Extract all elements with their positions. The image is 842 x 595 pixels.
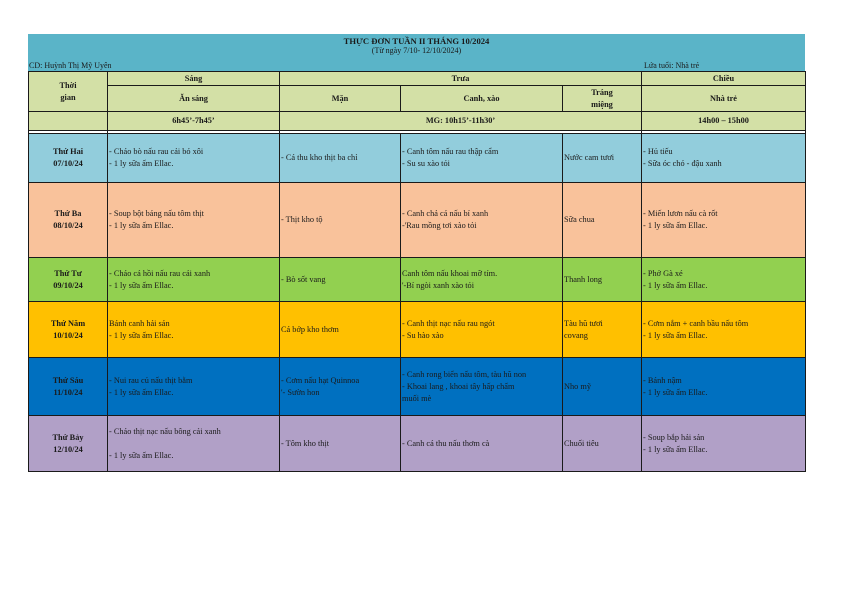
day-name: Thứ Tư [54, 268, 82, 278]
breakfast-item: - 1 ly sữa ấm Ellac. [109, 450, 174, 460]
day-date: 07/10/24 [53, 159, 83, 168]
menu-row [29, 258, 806, 302]
meta-row [28, 60, 805, 71]
day-date: 10/10/24 [53, 330, 83, 340]
breakfast-item: - Cháo cá hồi nấu rau cải xanh [109, 268, 211, 278]
dessert-header-line: miệng [591, 99, 613, 109]
salty-item: - Cơm nấu hạt Quinnoa [281, 375, 360, 385]
header-row-sessions [29, 72, 806, 86]
salty-item: - Cá thu kho thịt ba chỉ [281, 153, 358, 162]
afternoon-item: - Cơm nắm + canh bầu nấu tôm [643, 318, 749, 328]
breakfast-cell [108, 358, 280, 416]
day-date: 09/10/24 [53, 280, 83, 290]
dessert-cell [563, 358, 642, 416]
breakfast-item: - Cháo bò nấu rau cải bó xôi [109, 147, 204, 156]
salty-cell [280, 258, 401, 302]
dessert-item: covang [564, 330, 588, 340]
age-group-label: Lứa tuổi: Nhà trẻ [644, 61, 700, 70]
afternoon-item: - Bánh nậm [643, 375, 682, 385]
day-date: 08/10/24 [53, 221, 83, 230]
breakfast-cell [108, 183, 280, 258]
dessert-cell [563, 416, 642, 472]
dessert-item: Tàu hũ tươi [564, 318, 603, 328]
afternoon-cell [642, 302, 806, 358]
afternoon-item: - 1 ly sữa ấm Ellac. [643, 280, 708, 290]
nursery-header: Nhà trẻ [642, 86, 806, 112]
salty-item: '- Sườn hon [281, 387, 320, 397]
soup-item: - Canh cá thu nấu thơm cà [402, 438, 490, 448]
day-date: 12/10/24 [53, 444, 83, 454]
dessert-item: Sữa chua [564, 215, 595, 224]
time-header [29, 72, 108, 112]
salty-cell [280, 358, 401, 416]
breakfast-item: - 1 ly sữa ấm Ellac. [109, 280, 174, 290]
author-label: CD: Huỳnh Thị Mỹ Uyên [29, 61, 112, 70]
salty-item: Cá bớp kho thơm [281, 324, 339, 334]
afternoon-time: 14h00 – 15h00 [642, 112, 806, 131]
soup-item: Canh tôm nấu khoai mỡ tím. [402, 268, 498, 278]
time-header-blank [29, 112, 108, 131]
menu-row [29, 416, 806, 472]
breakfast-cell [108, 134, 280, 183]
breakfast-time: 6h45’-7h45’ [108, 112, 280, 131]
soup-cell [401, 358, 563, 416]
afternoon-cell [642, 183, 806, 258]
title-band [28, 34, 805, 60]
breakfast-item: - 1 ly sữa ấm Ellac. [109, 387, 174, 397]
day-name: Thứ Hai [52, 147, 84, 156]
breakfast-item: - Nui rau củ nấu thịt bằm [109, 375, 193, 385]
afternoon-item: - Hủ tiếu [643, 147, 673, 156]
afternoon-cell [642, 358, 806, 416]
afternoon-cell [642, 258, 806, 302]
afternoon-item: - 1 ly sữa ấm Ellac. [643, 221, 708, 230]
breakfast-item [109, 438, 278, 450]
dessert-header-line: Tráng [591, 87, 613, 97]
salty-cell [280, 134, 401, 183]
dessert-item: Chuối tiêu [564, 438, 599, 448]
breakfast-cell [108, 302, 280, 358]
time-header-line: Thời [59, 80, 77, 90]
menu-row [29, 134, 806, 183]
soup-item: - Su hào xào [402, 330, 444, 340]
salty-cell [280, 183, 401, 258]
afternoon-cell [642, 134, 806, 183]
soup-item: - Canh chả cá nấu bí xanh [402, 209, 489, 218]
day-cell [29, 258, 108, 302]
day-date: 11/10/24 [53, 387, 83, 397]
afternoon-header: Chiều [642, 72, 806, 86]
breakfast-item: Bánh canh hải sản [109, 318, 170, 328]
header-row-meals [29, 86, 806, 112]
salty-cell [280, 302, 401, 358]
header-row-times [29, 112, 806, 131]
day-cell [29, 183, 108, 258]
afternoon-cell [642, 416, 806, 472]
dessert-cell [563, 258, 642, 302]
afternoon-item: - Soup bắp hải sản [643, 432, 705, 442]
breakfast-cell [108, 258, 280, 302]
soup-cell [401, 302, 563, 358]
breakfast-item: - 1 ly sữa ấm Ellac. [109, 221, 174, 230]
afternoon-item: - 1 ly sữa ấm Ellac. [643, 387, 708, 397]
soup-item: - Canh tôm nấu rau thập cẩm [402, 147, 499, 156]
afternoon-item: - Phở Gà xé [643, 268, 683, 278]
menu-table [28, 71, 806, 472]
afternoon-item: - Miến lươn nấu cà rốt [643, 209, 718, 218]
dessert-cell [563, 183, 642, 258]
menu-row [29, 302, 806, 358]
soup-item: - Khoai lang , khoai tây hấp chấm [402, 381, 515, 391]
noon-header: Trưa [280, 72, 642, 86]
salty-cell [280, 416, 401, 472]
day-cell [29, 416, 108, 472]
day-cell [29, 302, 108, 358]
soup-cell [401, 416, 563, 472]
breakfast-item: - Soup bột báng nấu tôm thịt [109, 209, 204, 218]
salty-item: - Thịt kho tộ [281, 215, 323, 224]
soup-item: - Canh thịt nạc nấu rau ngót [402, 318, 495, 328]
day-name: Thứ Sáu [52, 375, 84, 385]
soup-cell [401, 183, 563, 258]
salty-item: - Bò sốt vang [281, 274, 326, 284]
dessert-item: Nho mỹ [564, 381, 591, 391]
menu-sheet [28, 34, 805, 472]
day-name: Thứ Ba [54, 209, 82, 218]
breakfast-item: - 1 ly sữa ấm Ellac. [109, 330, 174, 340]
soup-item: -'Rau mồng tơi xào tỏi [402, 221, 477, 230]
day-cell [29, 358, 108, 416]
soup-cell [401, 258, 563, 302]
menu-row [29, 183, 806, 258]
menu-body [29, 134, 806, 472]
morning-header: Sáng [108, 72, 280, 86]
soup-item: muối mè [402, 393, 432, 403]
breakfast-cell [108, 416, 280, 472]
time-header-line: gian [60, 92, 76, 102]
menu-row [29, 358, 806, 416]
dessert-cell [563, 134, 642, 183]
day-name: Thứ Năm [50, 318, 86, 328]
salty-item: - Tôm kho thịt [281, 438, 330, 448]
menu-title: THỰC ĐƠN TUẦN II THÁNG 10/2024 [343, 36, 490, 46]
soup-item: '-Bí ngòi xanh xào tỏi [402, 280, 475, 290]
day-name: Thứ Bảy [52, 432, 84, 442]
soup-header: Canh, xào [401, 86, 563, 112]
dessert-item: Thanh long [564, 274, 603, 284]
soup-item: - Canh rong biển nấu tôm, tàu hũ non [402, 369, 527, 379]
breakfast-item: - 1 ly sữa ấm Ellac. [109, 159, 174, 168]
breakfast-header: Ăn sáng [108, 86, 280, 112]
dessert-item: Nước cam tươi [564, 153, 615, 162]
dessert-header [563, 86, 642, 112]
dessert-cell [563, 302, 642, 358]
noon-time: MG: 10h15’-11h30’ [280, 112, 642, 131]
afternoon-item: - 1 ly sữa ấm Ellac. [643, 444, 708, 454]
afternoon-item: - 1 ly sữa ấm Ellac. [643, 330, 708, 340]
soup-item: - Su su xào tỏi [402, 159, 450, 168]
breakfast-item: - Cháo thịt nạc nấu bông cải xanh [109, 426, 221, 436]
soup-cell [401, 134, 563, 183]
day-cell [29, 134, 108, 183]
menu-date-range: (Từ ngày 7/10- 12/10/2024) [371, 46, 462, 55]
afternoon-item: - Sữa óc chó - đậu xanh [643, 159, 722, 168]
salty-header: Mặn [280, 86, 401, 112]
